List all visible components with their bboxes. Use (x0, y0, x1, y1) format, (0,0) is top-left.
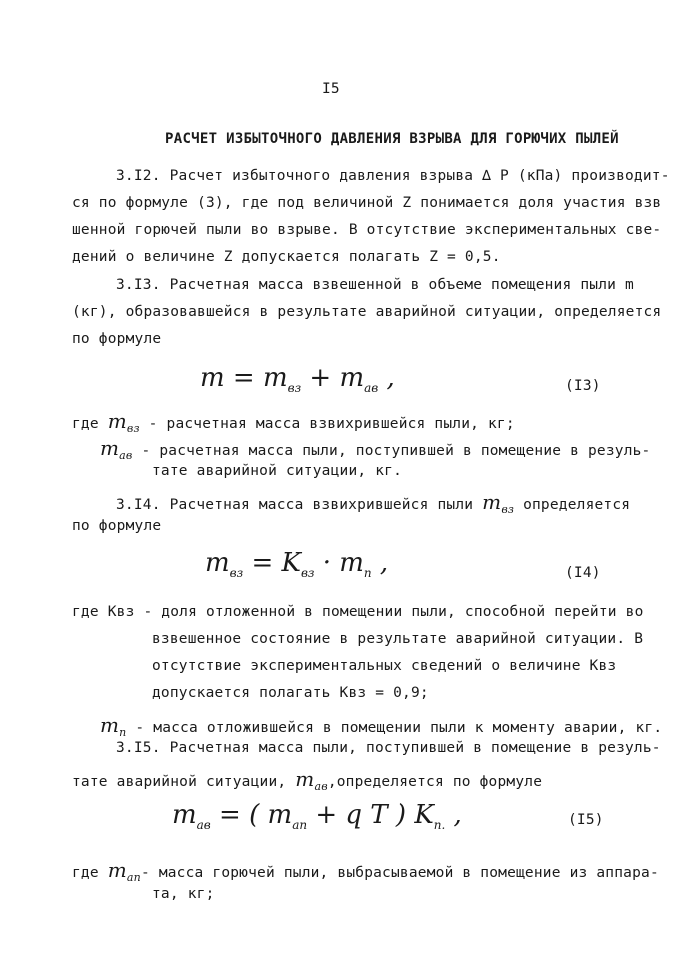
definition-14-line-4: допускается полагать Квз = 0,9; (152, 685, 429, 701)
paragraph-3-13-line-3: по формуле (72, 331, 162, 347)
formula-13-number: (I3) (565, 378, 601, 394)
paragraph-3-15-line-2: тате аварийной ситуации, $m_{ав},определяется$ по формуле (72, 767, 543, 793)
paragraph-3-14-line-1: 3.I4. Расчетная масса взвихрившейся пыли $m_{вз}$ определяется (116, 490, 631, 516)
paragraph-3-12-line-4: дений о величине Z допускается полагать Z = 0,5. (72, 249, 501, 265)
definition-15-line-2: та, кг; (152, 886, 215, 902)
definition-13-row-1: где $m_{вз}$ - расчетная масса взвихрившейся пыли, кг; (72, 409, 515, 435)
formula-13: $m = m_{вз} + m_{ав}$ , (200, 363, 395, 396)
definition-14-line-5: $m_п$ - масса отложившейся в помещении пыли к моменту аварии, кг. (100, 713, 663, 739)
section-heading: РАСЧЕТ ИЗБЫТОЧНОГО ДАВЛЕНИЯ ВЗРЫВА ДЛЯ ГОРЮЧИХ ПЫЛЕЙ (165, 131, 619, 147)
definition-14-line-3: отсутствие экспериментальных сведений о величине Квз (152, 658, 617, 674)
paragraph-3-14-line-2: по формуле (72, 518, 162, 534)
paragraph-3-12-line-2: ся по формуле (3), где под величиной Z понимается доля участия взв (72, 195, 662, 211)
formula-15: $m_{ав}$ = ( $m_{ап} + q$ T ) $K_{п.}$ , (172, 800, 462, 833)
definition-14-line-1: где Квз - доля отложенной в помещении пыли, способной перейти во (72, 604, 644, 620)
page-number: I5 (322, 81, 340, 97)
paragraph-3-15-line-1: 3.I5. Расчетная масса пыли, поступившей в помещение в резуль- (116, 740, 661, 756)
paragraph-3-12-line-3: шенной горючей пыли во взрыве. В отсутствие экспериментальных све- (72, 222, 662, 238)
paragraph-3-13-line-1: 3.I3. Расчетная масса взвешенной в объеме помещения пыли m (116, 277, 634, 293)
formula-15-number: (I5) (568, 812, 604, 828)
formula-14: $m_{вз} = K_{вз} \cdot m_п$ , (205, 548, 389, 581)
paragraph-3-12-line-1: 3.I2. Расчет избыточного давления взрыва ∆ P (кПа) производит- (116, 168, 670, 184)
definition-13-row-2: $m_{ав}$ - расчетная масса пыли, поступившей в помещение в резуль- (100, 436, 651, 462)
definition-15-line-1: где $m_{ап}-$ масса горючей пыли, выбрасываемой в помещение из аппара- (72, 858, 659, 884)
paragraph-3-13-line-2: (кг), образовавшейся в результате аварийной ситуации, определяется (72, 304, 662, 320)
formula-14-number: (I4) (565, 565, 601, 581)
definition-13-row-3: тате аварийной ситуации, кг. (152, 463, 403, 479)
definition-14-line-2: взвешенное состояние в результате аварийной ситуации. В (152, 631, 644, 647)
